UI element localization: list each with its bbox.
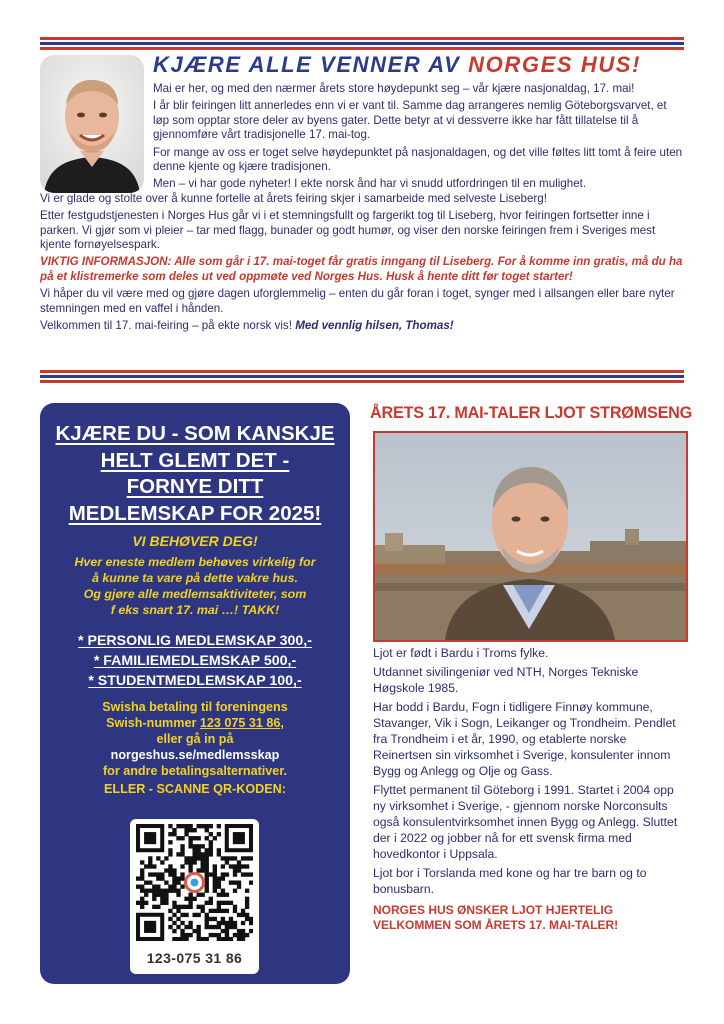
- heading-line-1: KJÆRE DU - SOM KANSKJE: [55, 422, 335, 445]
- swish-number[interactable]: 123 075 31 86,: [199, 716, 284, 730]
- heading-line-2: HELT GLEMT DET -: [100, 448, 290, 472]
- middle-flag-stripes: [40, 370, 684, 383]
- heading-line-3: FORNYE DITT: [126, 475, 264, 498]
- qr-number: 123-075 31 86: [146, 950, 243, 966]
- appeal-line-2: å kunne ta vare på dette vakre hus.: [92, 571, 298, 585]
- price-student: * STUDENTMEDLEMSKAP 100,-: [88, 673, 302, 689]
- bio-paragraph-4: Flyttet permanent til Göteborg i 1991. Startet i 2004 opp ny virksomhet i Sverige, - gjennom norske Norconsults også konsulentvirksomhet innen Bygg og Anlegg. Sluttet der i 2022 og jobber nå for ett svensk firma med hovedkontor i Uppsala.: [373, 783, 678, 861]
- price-family: * FAMILIEMEDLEMSKAP 500,-: [93, 653, 297, 669]
- membership-heading: [40, 421, 350, 527]
- letter-title: [153, 52, 641, 78]
- welcome-message: NORGES HUS ØNSKER LJOT HJERTELIG VELKOMMEN SOM ÅRETS 17. MAI-TALER!: [373, 903, 619, 932]
- membership-prices: [40, 631, 350, 691]
- eller-ga-text: eller gå in på: [156, 732, 234, 746]
- speaker-bio: [373, 645, 685, 936]
- top-flag-stripes: [40, 37, 684, 50]
- signature: Med vennlig hilsen, Thomas!: [295, 319, 454, 333]
- payment-info: [40, 699, 350, 797]
- speaker-title: ÅRETS 17. MAI-TALER LJOT STRØMSENG: [370, 404, 693, 422]
- other-payment-text: for andre betalingsalternativer.: [102, 764, 288, 778]
- letter-title-blue: KJÆRE ALLE VENNER AV: [153, 52, 461, 77]
- membership-website-link[interactable]: norgeshus.se/medlemsskap: [110, 748, 280, 762]
- important-information: VIKTIG INFORMASJON: Alle som går i 17. mai-toget får gratis inngang til Liseberg. For å komme inn gratis, må du ha på et klistremerke som deles ut ved oppmøte ved Norges Hus. Husk å hente ditt før toget starter!: [40, 255, 683, 283]
- letter-paragraph-5: Etter festgudstjenesten i Norges Hus går vi i et stemningsfullt og fargerikt tog til Liseberg, hvor feiringen fortsetter inne i parken. Vi gjør som vi pleier – tar med flagg, bunader og godt humør, og viser den norske feiringen frem i Sveriges mest kjente fornøyelsespark.: [40, 209, 656, 252]
- appeal-line-3: Og gjøre alle medlemsaktiviteter, som: [83, 587, 307, 601]
- scan-qr-text: ELLER - SCANNE QR-KODEN:: [104, 782, 286, 796]
- qr-code-card[interactable]: [130, 819, 259, 974]
- bio-paragraph-1: Ljot er født i Bardu i Troms fylke.: [373, 646, 549, 660]
- membership-box: [40, 403, 350, 984]
- letter-paragraph-4b: Vi er glade og stolte over å kunne fortelle at årets feiring skjer i samarbeide med selveste Liseberg!: [40, 191, 547, 205]
- bio-paragraph-2: Utdannet sivilingeniør ved NTH, Norges Tekniske Høgskole 1985.: [373, 665, 639, 695]
- appeal-line-4: f eks snart 17. mai …! TAKK!: [110, 603, 280, 617]
- swish-label: Swish-nummer: [106, 716, 197, 730]
- letter-paragraph-3: For mange av oss er toget selve høydepunktet på nasjonaldagen, og det ville føltes litt tomt å feire uten denne kjente og kjære tradisjonen.: [153, 145, 683, 174]
- letter-title-red: NORGES HUS!: [468, 52, 642, 77]
- letter-paragraph-4a: Men – vi har gode nyheter! I ekte norsk ånd har vi snudd utfordringen til en mulighet.: [153, 177, 587, 191]
- closing-text: Velkommen til 17. mai-feiring – på ekte norsk vis!: [40, 319, 292, 333]
- swisha-text: Swisha betaling til foreningens: [102, 700, 288, 714]
- appeal-line-1: Hver eneste medlem behøves virkelig for: [74, 555, 316, 569]
- price-personal: * PERSONLIG MEDLEMSKAP 300,-: [78, 633, 312, 649]
- letter-closing: [40, 319, 685, 333]
- qr-code-icon: [136, 824, 253, 941]
- bio-paragraph-3: Har bodd i Bardu, Fogn i tidligere Finnøy kommune, Stavanger, Vik i Sogn, Leikanger og Trondheim. Pendlet fra Trondheim i et år, 1990, og etablerte norske Reinertsen sin virksomhet i Sverige, konsulenter innom Bygg og Anlegg og Olje og Gass.: [373, 700, 676, 778]
- heading-line-4: MEDLEMSKAP FOR 2025!: [68, 501, 322, 525]
- letter-paragraph-2: I år blir feiringen litt annerledes enn vi er vant til. Samme dag arrangeres nemlig Göteborgsvarvet, et løp som opptar store deler av byens gater. Dette betyr at vi dessverre ikke har fått tillatelse til å gjennomføre vårt tradisjonelle 17. mai-tog.: [153, 99, 667, 142]
- bio-paragraph-5: Ljot bor i Torslanda med kone og har tre barn og to bonusbarn.: [373, 866, 647, 896]
- letter-paragraph-6: Vi håper du vil være med og gjøre dagen uforglemmelig – enten du går foran i toget, synger med i allsangen eller bare nyter stemningen med en vaffel i hånden.: [40, 287, 675, 315]
- ljot-photo: [373, 431, 688, 642]
- membership-appeal: [52, 554, 338, 618]
- letter-paragraph-1: Mai er her, og med den nærmer årets store høydepunkt seg – vår kjære nasjonaldag, 17. mai!: [153, 82, 635, 95]
- letter-body: [40, 82, 685, 337]
- vi-behover-deg: VI BEHØVER DEG!: [132, 533, 258, 549]
